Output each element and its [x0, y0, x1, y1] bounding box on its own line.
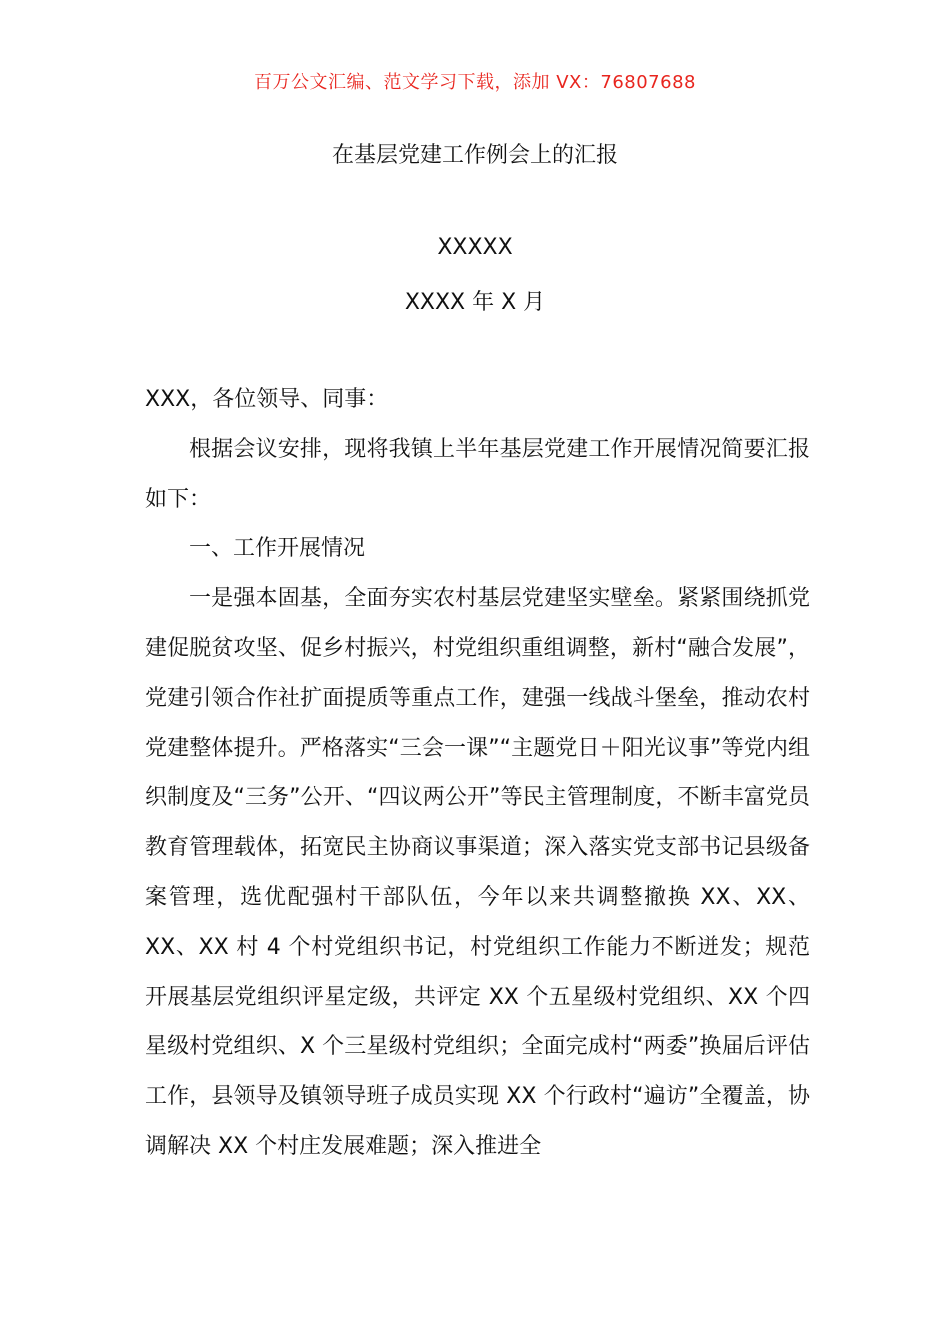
salutation: XXX，各位领导、同事： — [145, 387, 389, 412]
document-date: XXXX 年 X 月 — [404, 290, 546, 315]
document-title: 在基层党建工作例会上的汇报 — [331, 143, 618, 168]
document-body — [145, 375, 810, 1172]
paragraph-body: 一是强本固基，全面夯实农村基层党建坚实壁垒。紧紧围绕抓党建促脱贫攻坚、促乡村振兴，村党组织重组调整，新村“融合发展”，党建引领合作社扩面提质等重点工作，建强一线战斗堡垒，推动农村党建整体提升。严格落实“三会一课”“主题党日＋阳光议事”等党内组织制度及“三务”公开、“四议两公开”等民主管理制度，不断丰富党员教育管理载体，拓宽民主协商议事渠道；深入落实党支部书记县级备案管理，选优配强村干部队伍，今年以来共调整撤换 XX、XX、XX、XX 村 4 个村党组织书记，村党组织工作能力不断迸发；规范开展基层党组织评星定级，共评定 XX 个五星级村党组织、XX 个四星级村党组织、X 个三星级村党组织；全面完成村“两委”换届后评估工作，县领导及镇领导班子成员实现 XX 个行政村“遍访”全覆盖，协调解决 XX 个村庄发展难题；深入推进全 — [145, 586, 810, 1159]
watermark-text: 百万公文汇编、范文学习下载，添加 VX：76807688 — [254, 72, 696, 93]
section-heading: 一、工作开展情况 — [189, 536, 366, 562]
document-author: XXXXX — [437, 235, 513, 260]
paragraph-intro: 根据会议安排，现将我镇上半年基层党建工作开展情况简要汇报如下： — [145, 436, 810, 512]
